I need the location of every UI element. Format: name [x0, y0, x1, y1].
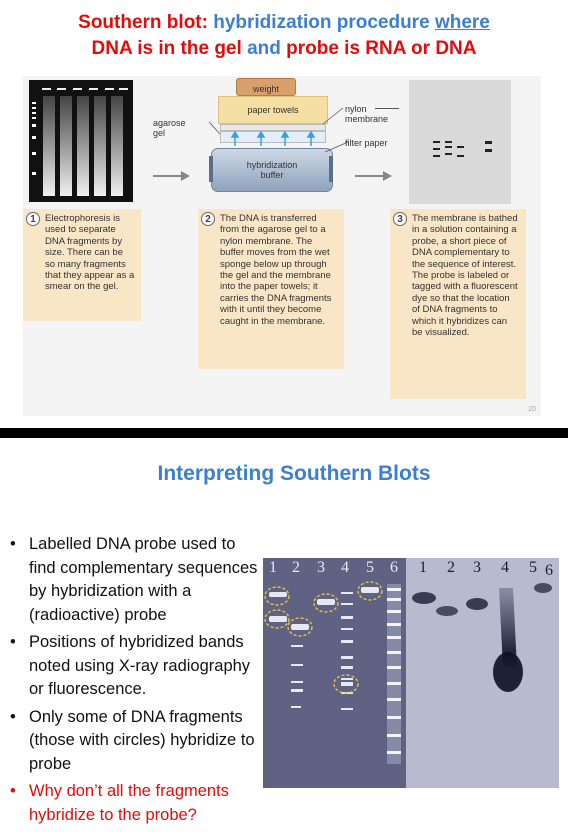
blot-image [263, 558, 559, 788]
agarose-gel-image [29, 80, 149, 206]
step-3-text: The membrane is bathed in a solution containing a probe, a short piece of DNA complementary to the sequence of interest. The probe is labeled or tagged with a fluorescent dye so that the location of DNA fragments to which it hybridizes can be visualized. [412, 213, 518, 339]
slide-number: 20 [528, 406, 536, 413]
bullet-question: • Why don’t all the fragments hybridize to the probe? [10, 782, 229, 824]
hybridized-bands [409, 80, 511, 204]
buffer-label-1: hybridization [246, 160, 298, 170]
arrow-right-icon [353, 170, 393, 182]
step-2-box [198, 209, 344, 369]
bullet-list [8, 533, 264, 831]
title2-red-text-end: probe is RNA or DNA [280, 38, 477, 59]
weight-label: weight [252, 84, 279, 94]
slide2-title: Interpreting Southern Blots [157, 462, 431, 485]
title-underlined-word: where [434, 12, 490, 33]
procedure-figure [23, 76, 541, 416]
membrane-result [409, 80, 511, 204]
step-1-number: 1 [26, 212, 40, 226]
buffer-label-2: buffer [260, 170, 284, 180]
nylon-membrane-label: nylon membrane [345, 104, 389, 124]
slide1-title-line1 [0, 10, 568, 35]
bullet-item: • Only some of DNA fragments (those with circles) hybridize to probe [10, 707, 255, 773]
step-2-text: The DNA is transferred from the agarose gel to a nylon membrane. The buffer moves from the wet sponge below up through the gel and the membrane into the paper towels; it carries the DNA fragments with it until they become caught in the membrane. [220, 213, 332, 327]
agarose-gel-label: agarose gel [153, 118, 186, 138]
step-1-text: Electrophoresis is used to separate DNA fragments by size. There can be so many fragments that they appear as a smear on the gel. [45, 213, 135, 293]
arrow-right-icon [151, 170, 191, 182]
bullet-item: • Labelled DNA probe used to find complementary sequences by hybridization with a (radioactive) probe [10, 535, 258, 624]
bullet-item: • Positions of hybridized bands noted using X-ray radiography or fluorescence. [10, 633, 251, 698]
step-2-number: 2 [201, 212, 215, 226]
title-colon: : [201, 12, 208, 33]
title-red-text: Southern blot [78, 12, 202, 33]
title2-blue-text: and [247, 38, 281, 59]
slide-divider [0, 428, 568, 438]
title-blue-text: hybridization procedure [207, 12, 435, 33]
title2-red-text: DNA is in the gel [91, 38, 248, 59]
step-3-box [390, 209, 526, 399]
slide1-title-line2 [0, 36, 568, 61]
filter-paper-label: filter paper [345, 138, 388, 148]
nylon-leader-line [375, 108, 399, 109]
step-1-box [23, 209, 141, 321]
weight-block [236, 78, 296, 96]
paper-towels-label: paper towels [247, 105, 299, 115]
southern-blot-photo: 1 2 3 4 5 6 1 2 3 4 5 6 [263, 558, 559, 788]
step-3-number: 3 [393, 212, 407, 226]
